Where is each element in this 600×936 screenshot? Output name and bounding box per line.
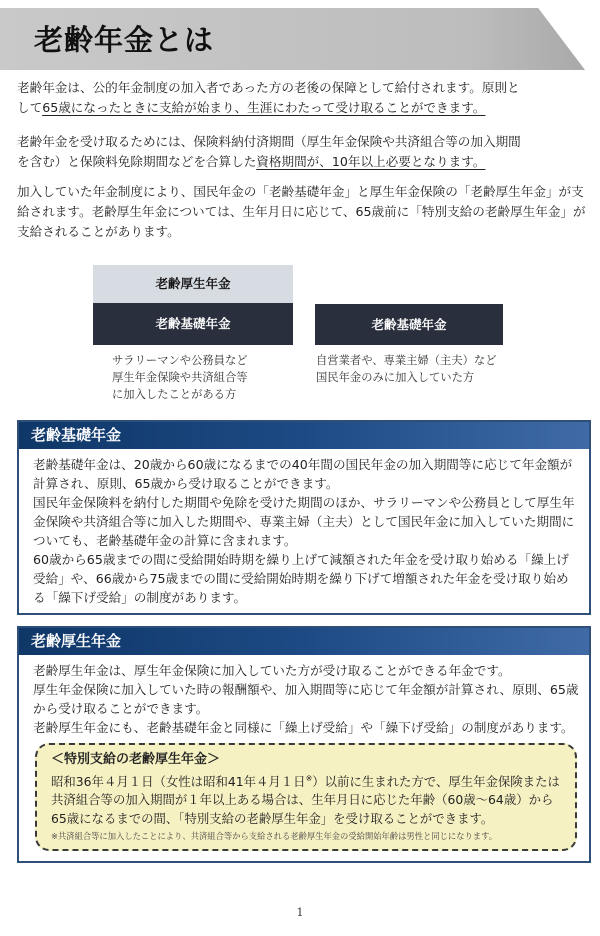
intro-paragraph-1 — [17, 78, 591, 118]
kiso-nenkin-box-left: 老齢基礎年金 — [93, 303, 293, 345]
kousei-nenkin-box: 老齢厚生年金 — [93, 265, 293, 303]
section-kousei-body — [19, 655, 589, 861]
special-benefit-text: 昭和36年４月１日（女性は昭和41年４月１日 — [51, 773, 306, 789]
section-kousei-paragraph: 厚生年金保険に加入していた時の報酬額や、加入期間等に応じて年金額が計算され、原則、65歳から受け取ることができます。 — [33, 682, 579, 716]
special-benefit-box — [35, 743, 577, 851]
page-number: 1 — [296, 906, 304, 919]
section-kiso-paragraph: 老齢基礎年金は、20歳から60歳になるまでの40年間の国民年金の加入期間等に応じて年金額が計算され、原則、65歳から受け取ることができます。 — [33, 457, 573, 491]
intro-p2-underlined: 資格期間が、10年以上必要となります。 — [256, 154, 486, 169]
right-desc-line: 国民年金のみに加入していた方 — [316, 371, 475, 384]
intro-p2-line2-prefix: を含む）と保険料免除期間などを合算した — [17, 154, 257, 169]
left-desc-line: に加入したことがある方 — [112, 388, 237, 401]
intro-p1-line2-prefix: して — [17, 100, 43, 115]
section-kiso-nenkin — [17, 420, 591, 615]
special-benefit-text: ）以前に生まれた方で、厚生年金保険または共済組合等の加入期間が１年以上ある場合は、生年月日に応じた年齢（60歳〜64歳）から65歳になるまでの間、「特別支給の老齢厚生年金」を受け取ることができます。 — [51, 773, 560, 826]
section-kousei-nenkin — [17, 626, 591, 863]
page-title: 老齢年金とは — [34, 23, 215, 57]
intro-p1-line1: 老齢年金は、公的年金制度の加入者であった方の老後の保障として給付されます。原則と — [17, 80, 520, 95]
intro-p2-line1: 老齢年金を受け取るためには、保険料納付済期間（厚生年金保険や共済組合等の加入期間 — [17, 134, 521, 149]
section-kiso-paragraph: 60歳から65歳までの間に受給開始時期を繰り上げて減額された年金を受け取り始める「繰上げ受給」や、66歳から75歳までの間に受給開始時期を繰り下げて増額された年金を受け取り始める「繰下げ受給」の制度があります。 — [33, 552, 569, 605]
left-desc-line: サラリーマンや公務員など — [112, 354, 248, 367]
section-kousei-paragraph: 老齢厚生年金は、厚生年金保険に加入していた方が受け取ることができる年金です。 — [33, 663, 511, 678]
right-desc-line: 自営業者や、専業主婦（主夫）など — [316, 354, 497, 367]
special-benefit-title: ＜特別支給の老齢厚生年金＞ — [51, 752, 221, 767]
left-desc-line: 厚生年金保険や共済組合等 — [112, 371, 248, 384]
section-kiso-body — [19, 449, 589, 613]
intro-p1-underlined: 65歳になったときに支給が始まり、生涯にわたって受け取ることができます。 — [42, 100, 486, 115]
special-benefit-footnote: ※共済組合等に加入したことにより、共済組合等から支給される老齢厚生年金の受給開始年齢は男性と同じになります。 — [51, 831, 498, 842]
kiso-nenkin-box-right: 老齢基礎年金 — [315, 304, 503, 345]
intro-paragraph-2 — [17, 132, 591, 172]
section-kiso-heading: 老齢基礎年金 — [19, 422, 589, 449]
intro-paragraph-3: 加入していた年金制度により、国民年金の「老齢基礎年金」と厚生年金保険の「老齢厚生年金」が支給されます。老齢厚生年金については、生年月日に応じて、65歳前に「特別支給の老齢厚生年金」が支給されることがあります。 — [17, 184, 586, 239]
footnote-mark: ※ — [305, 773, 313, 783]
special-benefit-body — [51, 770, 563, 829]
section-kousei-heading: 老齢厚生年金 — [19, 628, 589, 655]
section-kiso-paragraph: 国民年金保険料を納付した期間や免除を受けた期間のほか、サラリーマンや公務員として厚生年金保険や共済組合等に加入した期間や、専業主婦（主夫）として国民年金に加入していた期間についても、老齢基礎年金の計算に含まれます。 — [33, 495, 575, 548]
section-kousei-paragraph: 老齢厚生年金にも、老齢基礎年金と同様に「繰上げ受給」や「繰下げ受給」の制度があります。 — [33, 720, 574, 735]
right-description — [316, 352, 497, 386]
left-description — [112, 352, 248, 403]
